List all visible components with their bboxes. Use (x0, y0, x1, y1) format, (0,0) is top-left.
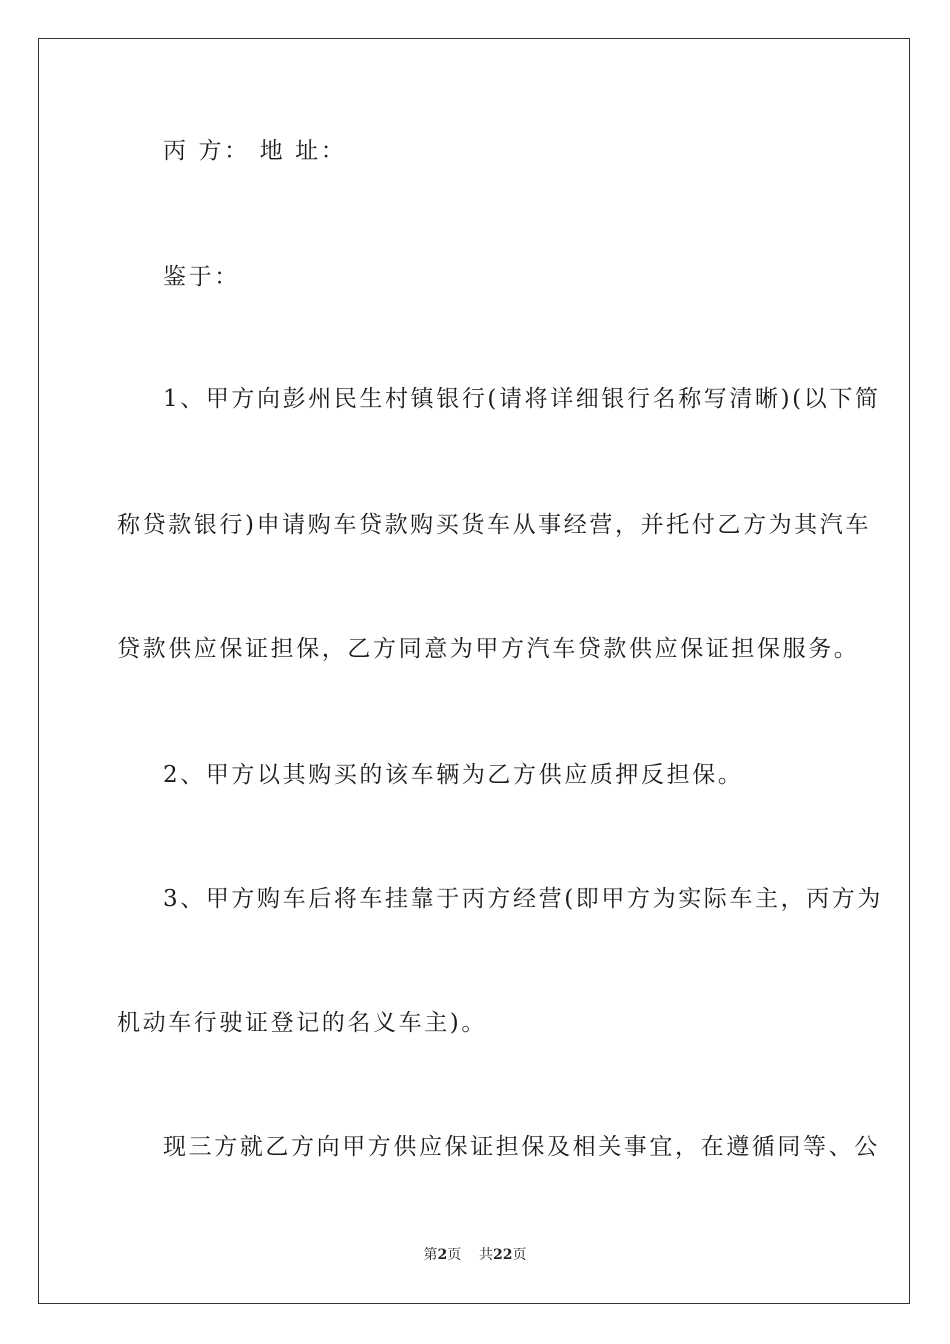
footer-page-number: 2 (437, 1247, 448, 1263)
whereas-heading: 鉴于： (163, 264, 240, 290)
page-border (38, 38, 910, 1304)
clause-3-line-2: 机动车行驶证登记的名义车主)。 (117, 1010, 487, 1036)
footer-page-prefix: 第 (423, 1247, 438, 1263)
footer-total-prefix: 共 (479, 1247, 494, 1263)
clause-2-line: 2、甲方以其购买的该车辆为乙方供应质押反担保。 (163, 762, 744, 788)
clause-1-line-3: 贷款供应保证担保，乙方同意为甲方汽车贷款供应保证担保服务。 (117, 636, 860, 662)
footer-total-suffix: 页 (512, 1247, 527, 1263)
page-footer (0, 1246, 950, 1264)
clause-3-line-1: 3、甲方购车后将车挂靠于丙方经营(即甲方为实际车主，丙方为 (163, 886, 884, 912)
closing-paragraph-line: 现三方就乙方向甲方供应保证担保及相关事宜，在遵循同等、公 (163, 1134, 880, 1160)
party-c-address-line: 丙 方： 地 址： (163, 138, 347, 164)
clause-1-line-2: 称贷款银行)申请购车贷款购买货车从事经营，并托付乙方为其汽车 (117, 512, 871, 538)
footer-total-pages: 22 (493, 1247, 513, 1263)
clause-1-line-1: 1、甲方向彭州民生村镇银行(请将详细银行名称写清晰)(以下简 (163, 386, 881, 412)
footer-page-suffix: 页 (447, 1247, 462, 1263)
